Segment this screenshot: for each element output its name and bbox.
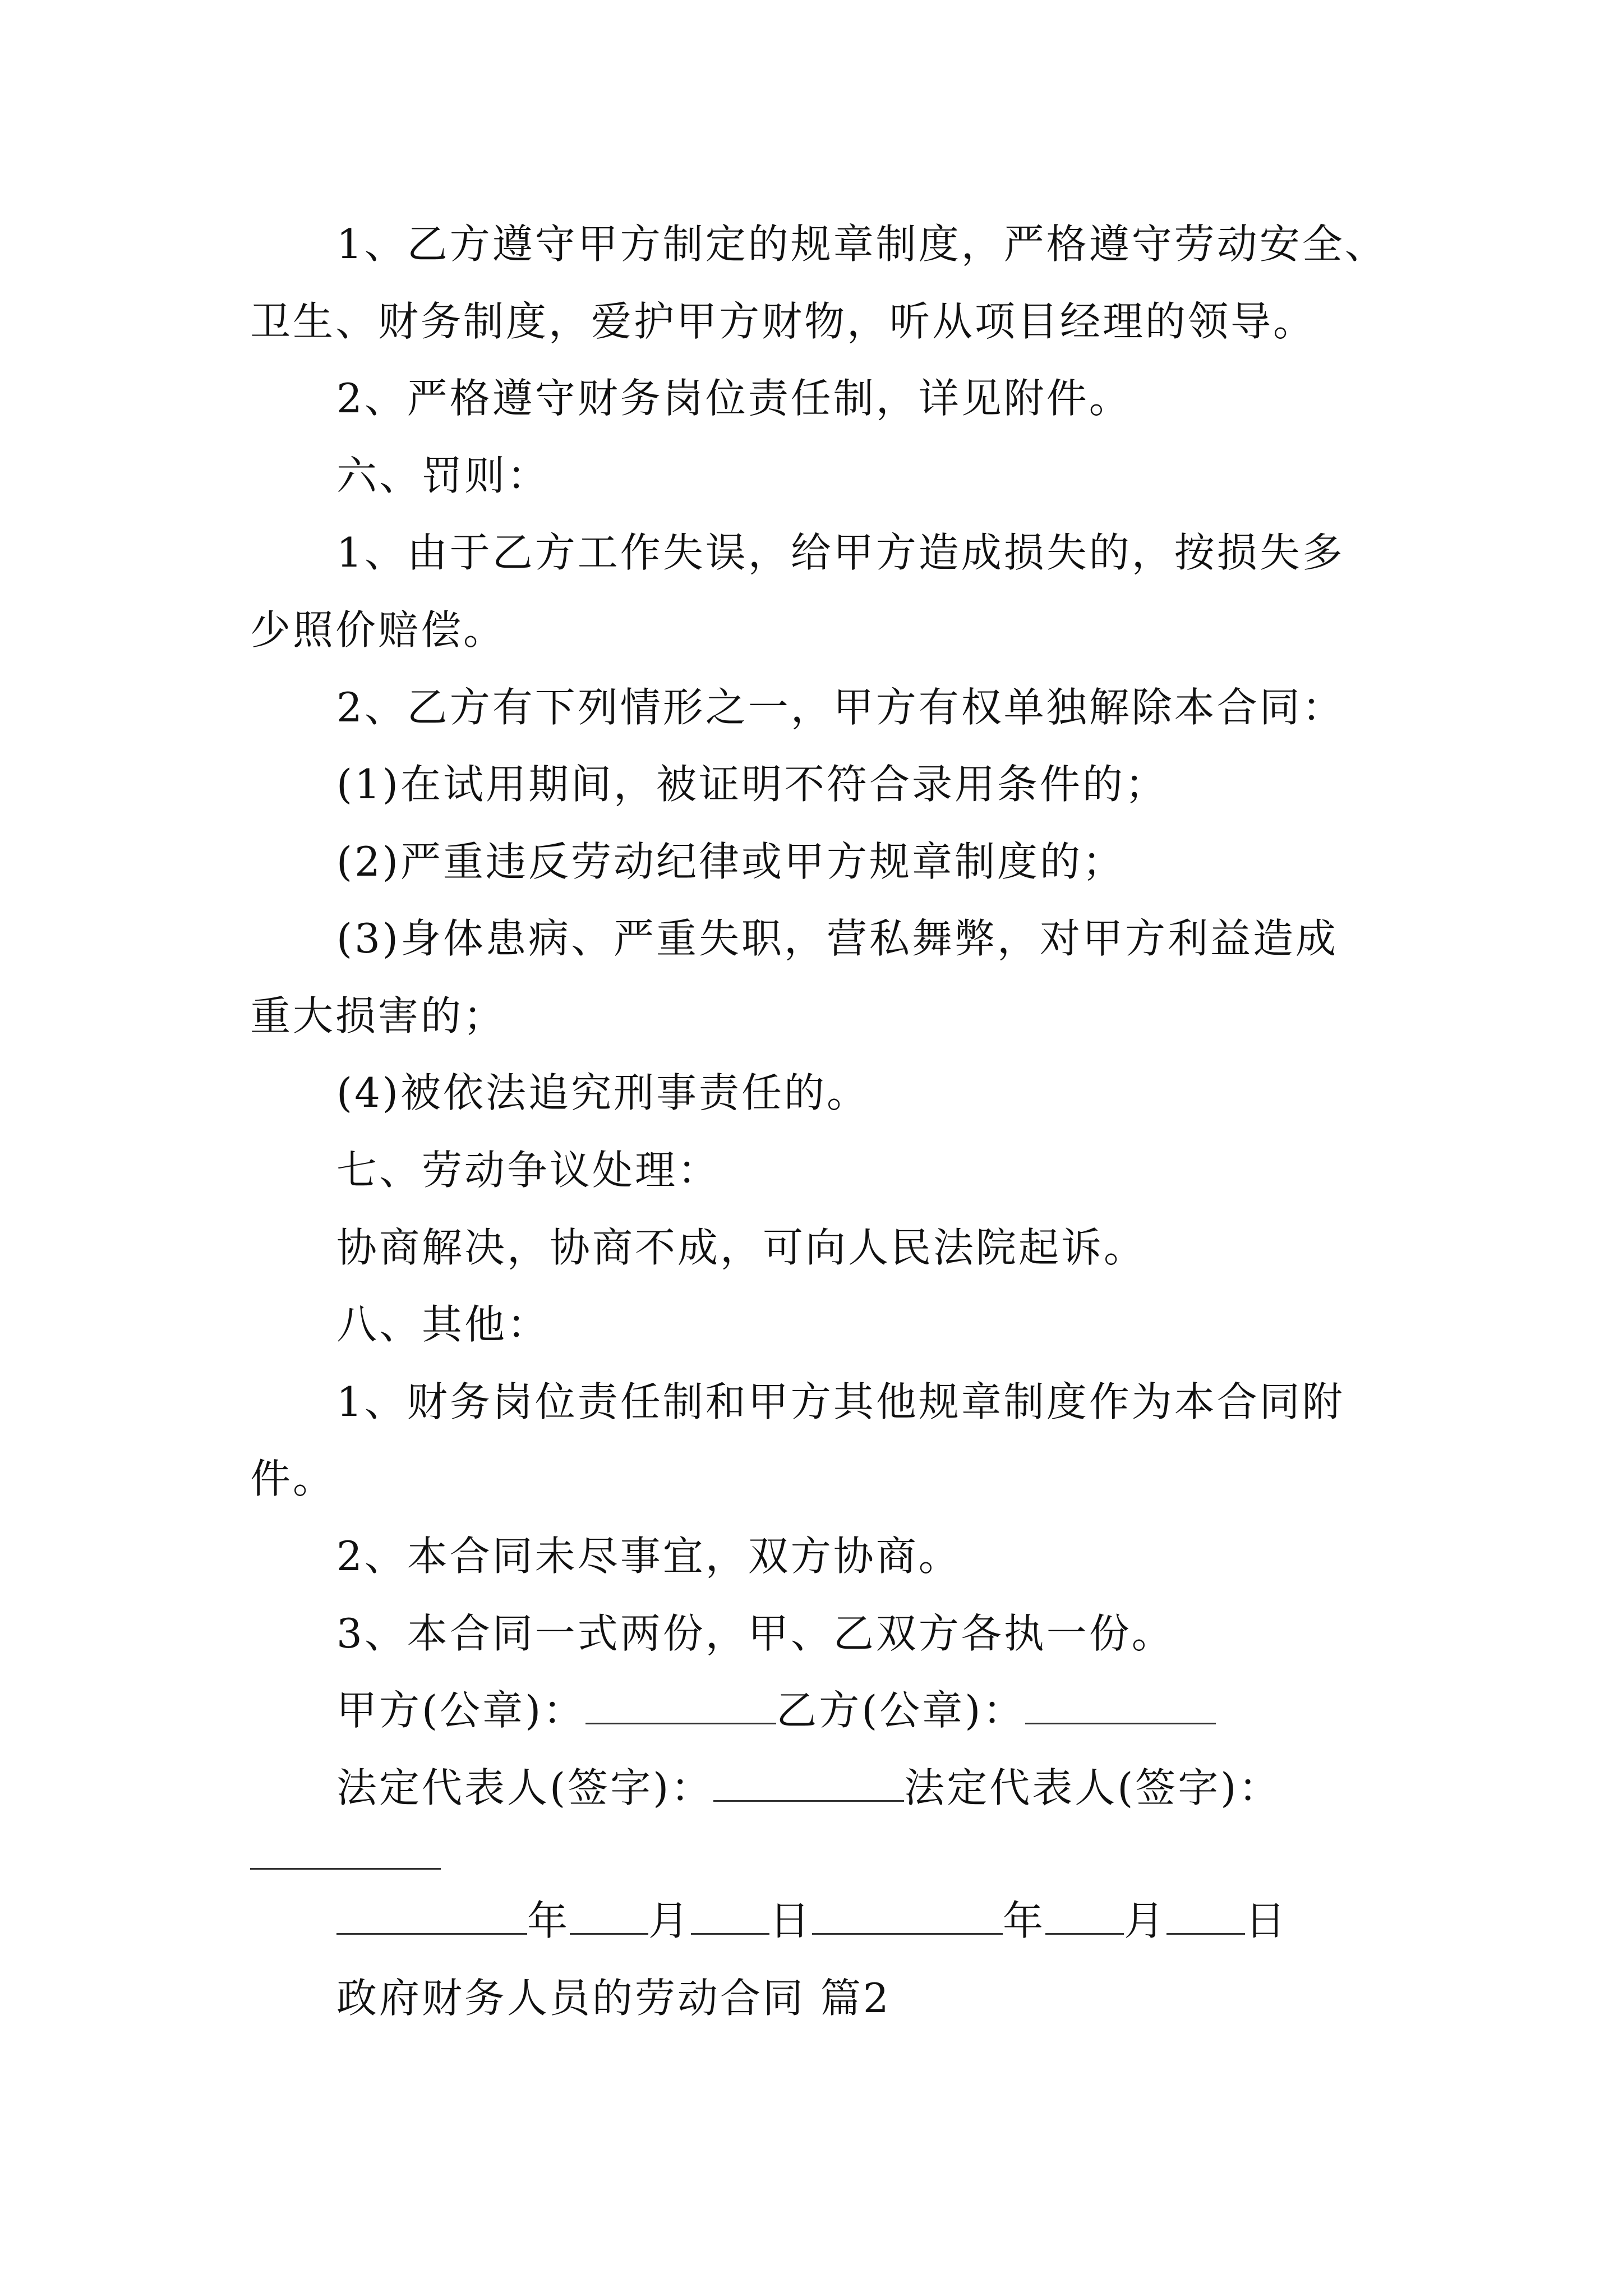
year-blank-a	[336, 1899, 527, 1935]
rep-b-label: 法定代表人(签字)：	[904, 1764, 1281, 1811]
year-label: 年	[1003, 1897, 1046, 1944]
paragraph-line: 1、财务岗位责任制和甲方其他规章制度作为本合同附	[336, 1378, 1345, 1425]
paragraph-line: 3、本合同一式两份，甲、乙双方各执一份。	[336, 1610, 1174, 1657]
year-blank-b	[812, 1899, 1003, 1935]
paragraph-line: 件。	[250, 1455, 336, 1502]
party-b-seal-blank	[1025, 1689, 1216, 1724]
month-blank-a	[570, 1899, 648, 1935]
rep-b-blank	[250, 1868, 441, 1870]
list-item: (3)身体患病、严重失职，营私舞弊，对甲方利益造成	[336, 915, 1338, 962]
list-item: (2)严重违反劳动纪律或甲方规章制度的；	[336, 838, 1125, 885]
party-a-seal-label: 甲方(公章)：	[336, 1687, 586, 1734]
month-label: 月	[1124, 1897, 1167, 1944]
section-heading: 六、罚则：	[336, 452, 550, 499]
representative-line	[336, 1761, 1281, 1815]
paragraph-line: 2、乙方有下列情形之一，甲方有权单独解除本合同：	[336, 684, 1345, 731]
day-label: 日	[769, 1897, 813, 1944]
day-blank-a	[691, 1899, 769, 1935]
paragraph-line: 卫生、财务制度，爱护甲方财物，听从项目经理的领导。	[250, 298, 1316, 345]
paragraph-line: 2、本合同未尽事宜，双方协商。	[336, 1533, 961, 1580]
month-label: 月	[648, 1897, 691, 1944]
list-item: (1)在试用期间，被证明不符合录用条件的；	[336, 761, 1168, 808]
section-heading: 八、其他：	[336, 1301, 550, 1348]
list-item-continuation: 重大损害的；	[250, 992, 506, 1039]
party-a-seal-blank	[585, 1689, 776, 1724]
list-item: (4)被依法追究刑事责任的。	[336, 1069, 869, 1116]
month-blank-b	[1045, 1899, 1124, 1935]
paragraph-line: 1、由于乙方工作失误，给甲方造成损失的，按损失多	[336, 529, 1345, 576]
seal-line	[336, 1683, 1216, 1737]
day-blank-b	[1166, 1899, 1245, 1935]
next-section-title: 政府财务人员的劳动合同 篇2	[336, 1975, 891, 2022]
paragraph-line: 协商解决，协商不成，可向人民法院起诉。	[336, 1224, 1147, 1271]
rep-a-blank	[713, 1766, 904, 1802]
paragraph-line: 2、严格遵守财务岗位责任制，详见附件。	[336, 375, 1132, 422]
paragraph-line: 1、乙方遵守甲方制定的规章制度，严格遵守劳动安全、	[336, 220, 1387, 268]
section-heading: 七、劳动争议处理：	[336, 1147, 721, 1194]
date-line	[336, 1894, 1288, 1948]
party-b-seal-label: 乙方(公章)：	[776, 1687, 1026, 1734]
rep-a-label: 法定代表人(签字)：	[336, 1764, 714, 1811]
paragraph-line: 少照价赔偿。	[250, 606, 506, 654]
year-label: 年	[527, 1897, 570, 1944]
day-label: 日	[1245, 1897, 1288, 1944]
